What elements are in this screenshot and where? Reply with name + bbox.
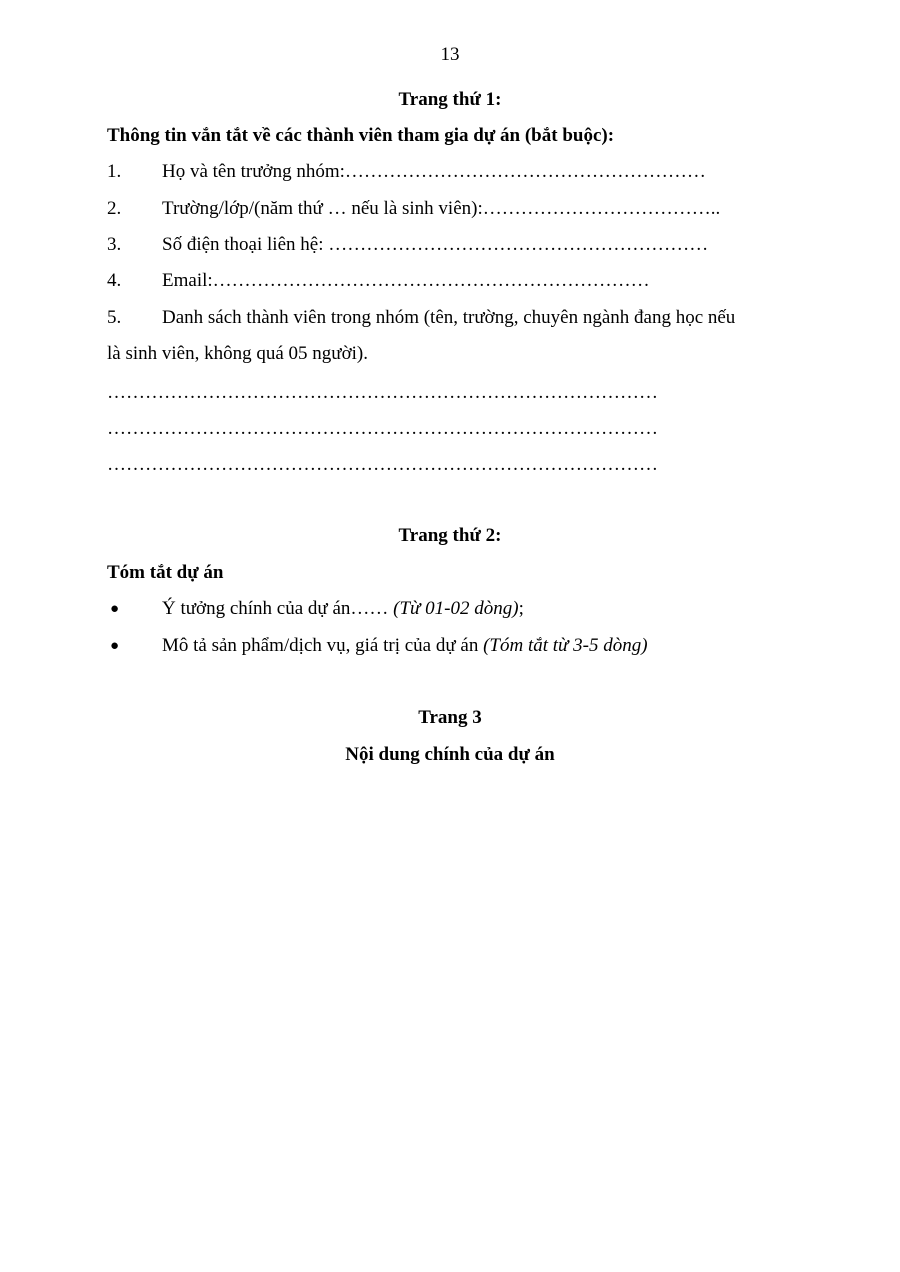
list-item-number: 2. (107, 198, 122, 219)
bullet-text: Mô tả sản phẩm/dịch vụ, giá trị của dự án (Tóm tắt từ 3-5 dòng) (162, 635, 648, 656)
bullet-text: Ý tưởng chính của dự án…… (Từ 01-02 dòng); (162, 598, 524, 619)
blank-fill-line: …………………………………………………………………………… (107, 418, 658, 439)
list-item-text: Họ và tên trưởng nhóm:………………………………………………… (162, 161, 706, 182)
list-item-number: 4. (107, 270, 122, 291)
section1-heading: Trang thứ 1: (398, 89, 502, 110)
page-number: 13 (440, 44, 460, 65)
section3-heading: Trang 3 (418, 707, 482, 728)
list-item-text: Số điện thoại liên hệ: …………………………………………………… (162, 234, 709, 255)
blank-fill-line: …………………………………………………………………………… (107, 454, 658, 475)
list-item-text: Danh sách thành viên trong nhóm (tên, trường, chuyên ngành đang học nếu (162, 307, 736, 328)
list-item-number: 3. (107, 234, 122, 255)
list-item-number: 1. (107, 161, 122, 182)
bullet-icon: ● (110, 638, 120, 654)
blank-fill-line: …………………………………………………………………………… (107, 382, 658, 403)
section2-heading: Trang thứ 2: (398, 525, 502, 546)
bullet-icon: ● (110, 601, 120, 617)
list-item-text: Trường/lớp/(năm thứ … nếu là sinh viên):……………………………….. (162, 198, 721, 219)
section2-subheading: Tóm tắt dự án (107, 562, 224, 583)
section3-subheading: Nội dung chính của dự án (345, 744, 555, 765)
list-item-number: 5. (107, 307, 122, 328)
list-item-continuation: là sinh viên, không quá 05 người). (107, 343, 368, 364)
list-item-text: Email:…………………………………………………………… (162, 270, 650, 291)
section1-subheading: Thông tin vắn tắt về các thành viên tham gia dự án (bắt buộc): (107, 125, 615, 146)
